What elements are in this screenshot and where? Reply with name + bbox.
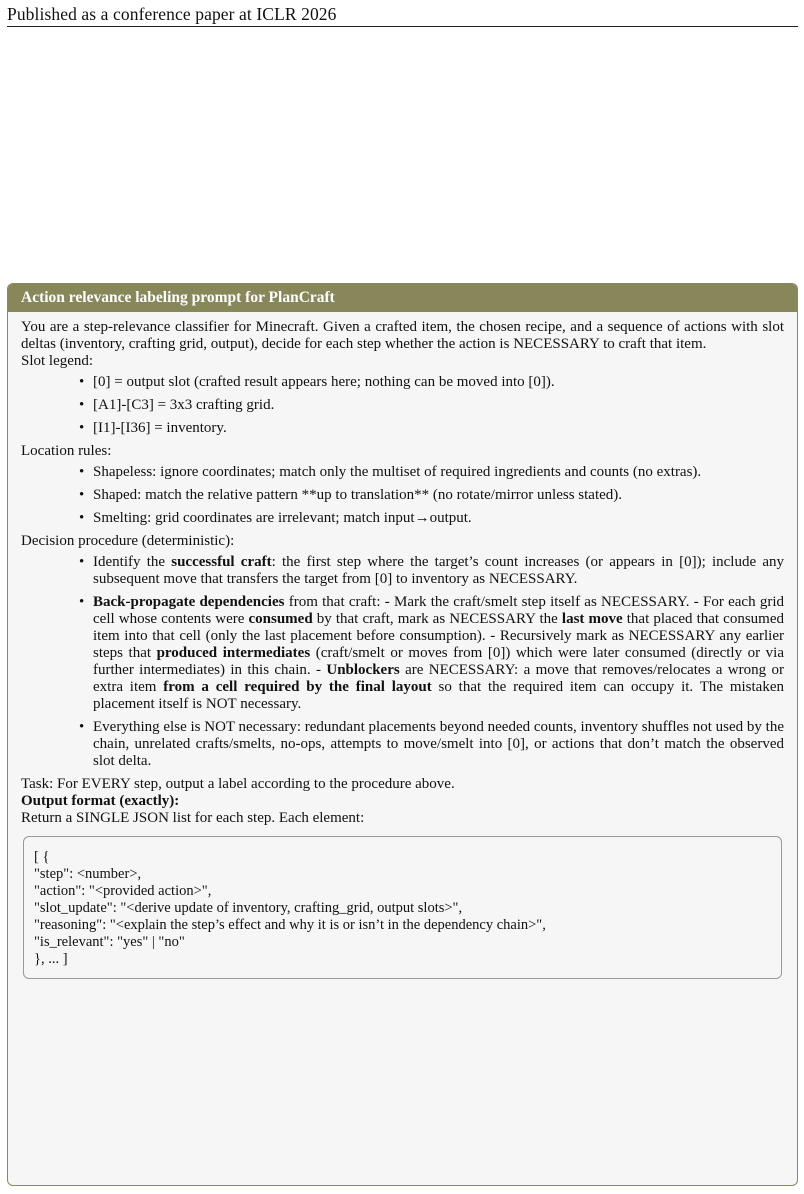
prompt-box-title: Action relevance labeling prompt for PlanCraft	[8, 284, 797, 312]
list-item: • Shaped: match the relative pattern **up to translation** (no rotate/mirror unless stated).	[93, 487, 784, 504]
intro-paragraph: You are a step-relevance classifier for Minecraft. Given a crafted item, the chosen recipe, and a sequence of actions with slot deltas (inventory, crafting grid, output), decide for each step whether the action is NECESSARY to craft that item.	[21, 319, 784, 352]
code-line: [ {	[34, 849, 50, 865]
slot-legend-label: Slot legend:	[21, 353, 94, 369]
code-block	[23, 836, 782, 979]
task-text: Task: For EVERY step, output a label according to the procedure above.	[21, 776, 455, 792]
output-format-label: Output format (exactly):	[21, 793, 180, 809]
code-line: "is_relevant": "yes" | "no"	[34, 934, 185, 950]
list-item: • [0] = output slot (crafted result appears here; nothing can be moved into [0]).	[93, 374, 784, 391]
code-line: "reasoning": "<explain the step’s effect and why it is or isn’t in the dependency chain>",	[34, 917, 546, 933]
running-header: Published as a conference paper at ICLR 2026	[7, 4, 337, 24]
list-item: • [I1]-[I36] = inventory.	[93, 420, 784, 437]
list-item: • Identify the successful craft: the first step where the target’s count increases (or appears in [0]); include any subsequent move that transfers the target from [0] to inventory as NECESSARY.	[93, 554, 784, 588]
list-item: • Back-propagate dependencies from that craft: - Mark the craft/smelt step itself as NECESSARY. - For each grid cell whose contents were consumed by that craft, mark as NECESSARY the last move that placed that consumed item into that cell (only the last placement before consumption). - Recursively mark as NECESSARY any earlier steps that produced intermediates (craft/smelt or moves from [0]) which were later consumed (directly or via further intermediates) in this chain. - Unblockers are NECESSARY: a move that removes/relocates a wrong or extra item from a cell required by the final layout so that the required item can occupy it. The mistaken placement itself is NOT necessary.	[93, 594, 784, 713]
list-item: • Everything else is NOT necessary: redundant placements beyond needed counts, inventory shuffles not used by the chain, unrelated crafts/smelts, no-ops, attempts to move/smelt into [0], or actions that don’t match the observed slot delta.	[93, 719, 784, 770]
code-line: }, ... ]	[34, 951, 68, 967]
location-rules-label: Location rules:	[21, 443, 112, 459]
code-line: "slot_update": "<derive update of inventory, crafting_grid, output slots>",	[34, 900, 463, 916]
slot-legend-list	[21, 374, 784, 437]
list-item: • [A1]-[C3] = 3x3 crafting grid.	[93, 397, 784, 414]
procedure-list	[21, 554, 784, 770]
output-description: Return a SINGLE JSON list for each step. Each element:	[21, 810, 365, 826]
code-line: "action": "<provided action>",	[34, 883, 212, 899]
location-rules-list	[21, 464, 784, 527]
procedure-label: Decision procedure (deterministic):	[21, 533, 235, 549]
header-rule	[7, 26, 798, 27]
list-item: • Shapeless: ignore coordinates; match only the multiset of required ingredients and counts (no extras).	[93, 464, 784, 481]
list-item: • Smelting: grid coordinates are irrelevant; match input→output.	[93, 510, 784, 527]
prompt-box	[7, 283, 798, 1186]
code-line: "step": <number>,	[34, 866, 142, 882]
prompt-box-body	[8, 312, 797, 979]
